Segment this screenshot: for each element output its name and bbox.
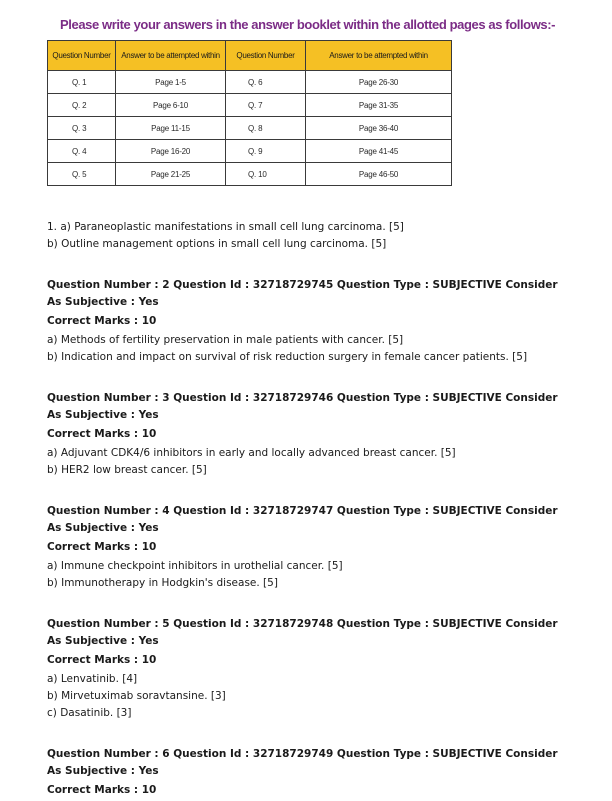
page-range-cell: Page 16-20 [116,140,226,163]
header-answer-within-1: Answer to be attempted within [116,41,226,71]
question-1 [47,219,567,253]
question-4 [47,503,567,592]
correct-marks: Correct Marks : 10 [47,428,157,440]
question-cell: Q. 10 [226,163,306,186]
question-part: b) Immunotherapy in Hodgkin's disease. [5] [47,577,278,589]
question-cell: Q. 7 [226,94,306,117]
question-part: a) Immune checkpoint inhibitors in urothelial cancer. [5] [47,560,343,572]
question-1-part-a: 1. a) Paraneoplastic manifestations in small cell lung carcinoma. [5] [47,221,404,233]
question-5 [47,616,567,722]
page-range-cell: Page 21-25 [116,163,226,186]
table-row [48,140,452,163]
header-question-number-1: Question Number [48,41,116,71]
banner-title: Please write your answers in the answer booklet within the allotted pages as follows:- [60,17,556,32]
question-header: Question Number : 2 Question Id : 32718729745 Question Type : SUBJECTIVE Consider As Subjective : Yes [47,279,558,308]
question-6 [47,746,567,799]
page-range-cell: Page 31-35 [306,94,452,117]
correct-marks: Correct Marks : 10 [47,541,157,553]
question-part: b) Mirvetuximab soravtansine. [3] [47,690,226,702]
page-range-cell: Page 11-15 [116,117,226,140]
question-header: Question Number : 6 Question Id : 32718729749 Question Type : SUBJECTIVE Consider As Subjective : Yes [47,748,558,777]
question-header: Question Number : 4 Question Id : 32718729747 Question Type : SUBJECTIVE Consider As Subjective : Yes [47,505,558,534]
table-header-row [48,41,452,71]
question-part: a) Lenvatinib. [4] [47,673,138,685]
question-part: b) HER2 low breast cancer. [5] [47,464,207,476]
header-answer-within-2: Answer to be attempted within [306,41,452,71]
correct-marks: Correct Marks : 10 [47,315,157,327]
question-content [47,219,567,801]
table-row [48,163,452,186]
question-part: c) Dasatinib. [3] [47,707,132,719]
page-allocation-banner [47,10,556,198]
page-range-cell: Page 36-40 [306,117,452,140]
correct-marks: Correct Marks : 10 [47,784,157,796]
question-part: a) Methods of fertility preservation in male patients with cancer. [5] [47,334,404,346]
question-cell: Q. 9 [226,140,306,163]
page-range-cell: Page 6-10 [116,94,226,117]
question-part: a) Adjuvant CDK4/6 inhibitors in early and locally advanced breast cancer. [5] [47,447,456,459]
question-3 [47,390,567,479]
question-cell: Q. 2 [48,94,116,117]
question-cell: Q. 3 [48,117,116,140]
table-row [48,71,452,94]
question-header: Question Number : 3 Question Id : 32718729746 Question Type : SUBJECTIVE Consider As Subjective : Yes [47,392,558,421]
question-1-part-b: b) Outline management options in small cell lung carcinoma. [5] [47,238,387,250]
question-cell: Q. 5 [48,163,116,186]
correct-marks: Correct Marks : 10 [47,654,157,666]
question-cell: Q. 8 [226,117,306,140]
page-allocation-table [47,40,452,186]
table-row [48,94,452,117]
question-2 [47,277,567,366]
header-question-number-2: Question Number [226,41,306,71]
question-header: Question Number : 5 Question Id : 32718729748 Question Type : SUBJECTIVE Consider As Subjective : Yes [47,618,558,647]
question-cell: Q. 6 [226,71,306,94]
question-cell: Q. 4 [48,140,116,163]
table-row [48,117,452,140]
question-part: b) Indication and impact on survival of risk reduction surgery in female cancer patients. [5] [47,351,528,363]
page-range-cell: Page 26-30 [306,71,452,94]
page-range-cell: Page 46-50 [306,163,452,186]
page-range-cell: Page 41-45 [306,140,452,163]
page-range-cell: Page 1-5 [116,71,226,94]
question-cell: Q. 1 [48,71,116,94]
